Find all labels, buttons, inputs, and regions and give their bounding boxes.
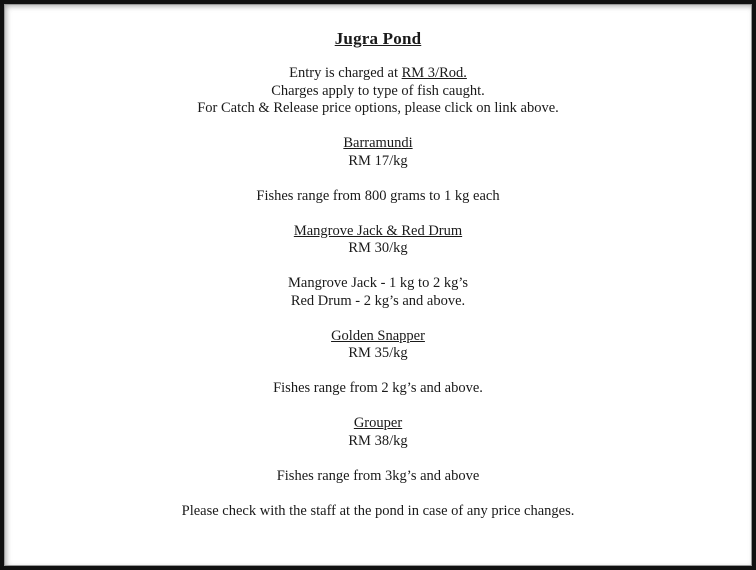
section-price-barramundi: RM 17/kg	[348, 152, 408, 169]
section-name-barramundi: Barramundi	[343, 135, 413, 151]
entry-price: RM 3/Rod.	[401, 65, 467, 81]
page-title: Jugra Pond	[334, 29, 422, 48]
section-name-golden-snapper: Golden Snapper	[331, 327, 425, 344]
price-list	[8, 29, 748, 520]
section-note: Red Drum - 2 kg’s and above.	[290, 292, 466, 309]
charges-line: Charges apply to type of fish caught.	[271, 82, 485, 99]
section-note: Mangrove Jack - 1 kg to 2 kg’s	[287, 275, 468, 291]
section-price-golden-snapper: RM 35/kg	[348, 345, 408, 361]
section-note: Fishes range from 2 kg’s and above.	[273, 380, 483, 396]
footer-note: Please check with the staff at the pond in case of any price changes.	[181, 502, 575, 519]
entry-line	[8, 65, 748, 83]
section-name-mangrove-jack-red-drum: Mangrove Jack & Red Drum	[293, 222, 463, 239]
section-price-mangrove-jack-red-drum: RM 30/kg	[348, 240, 408, 256]
section-price-grouper: RM 38/kg	[348, 432, 408, 449]
catch-release-line: For Catch & Release price options, please click on link above.	[197, 100, 559, 116]
entry-prefix: Entry is charged at	[289, 65, 402, 81]
section-note: Fishes range from 3kg’s and above	[276, 467, 480, 484]
section-name-grouper: Grouper	[353, 415, 403, 431]
section-note: Fishes range from 800 grams to 1 kg each	[256, 187, 500, 204]
